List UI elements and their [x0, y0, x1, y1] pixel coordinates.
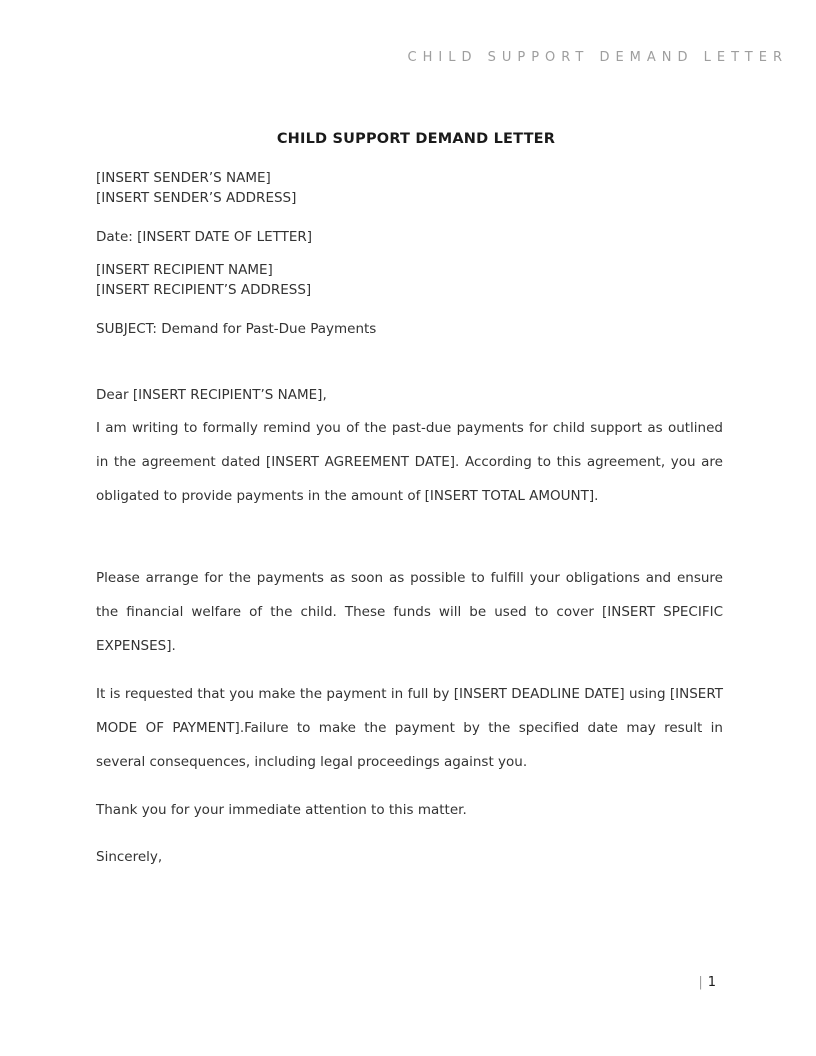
- subject-line: SUBJECT: Demand for Past-Due Payments: [96, 321, 377, 337]
- body-paragraph-3: It is requested that you make the payment in full by [INSERT DEADLINE DATE] using [INSERT MODE OF PAYMENT].Failure to make the payment by the specified date may result in several consequences, including legal proceedings against you.: [96, 686, 723, 770]
- recipient-address-placeholder: [INSERT RECIPIENT’S ADDRESS]: [96, 282, 312, 298]
- running-header: CHILD SUPPORT DEMAND LETTER: [407, 50, 788, 65]
- salutation: Dear [INSERT RECIPIENT’S NAME],: [96, 387, 327, 403]
- sender-name-placeholder: [INSERT SENDER’S NAME]: [96, 170, 271, 186]
- footer-separator: |: [698, 975, 703, 990]
- closing-thanks: Thank you for your immediate attention to this matter.: [96, 802, 467, 818]
- body-paragraph-1: I am writing to formally remind you of the past-due payments for child support as outlined in the agreement dated [INSERT AGREEMENT DATE]. According to this agreement, you are obligated to provide payments in the amount of [INSERT TOTAL AMOUNT].: [96, 420, 723, 504]
- body-paragraph-2: Please arrange for the payments as soon as possible to fulfill your obligations and ensure the financial welfare of the child. These funds will be used to cover [INSERT SPECIFIC EXPENSES].: [96, 570, 723, 654]
- recipient-name-placeholder: [INSERT RECIPIENT NAME]: [96, 262, 273, 278]
- page-footer: [698, 973, 716, 993]
- document-title: CHILD SUPPORT DEMAND LETTER: [276, 131, 556, 147]
- closing-signoff: Sincerely,: [96, 849, 163, 865]
- sender-address-placeholder: [INSERT SENDER’S ADDRESS]: [96, 190, 297, 206]
- page-number: 1: [707, 975, 716, 990]
- date-line: Date: [INSERT DATE OF LETTER]: [96, 229, 313, 245]
